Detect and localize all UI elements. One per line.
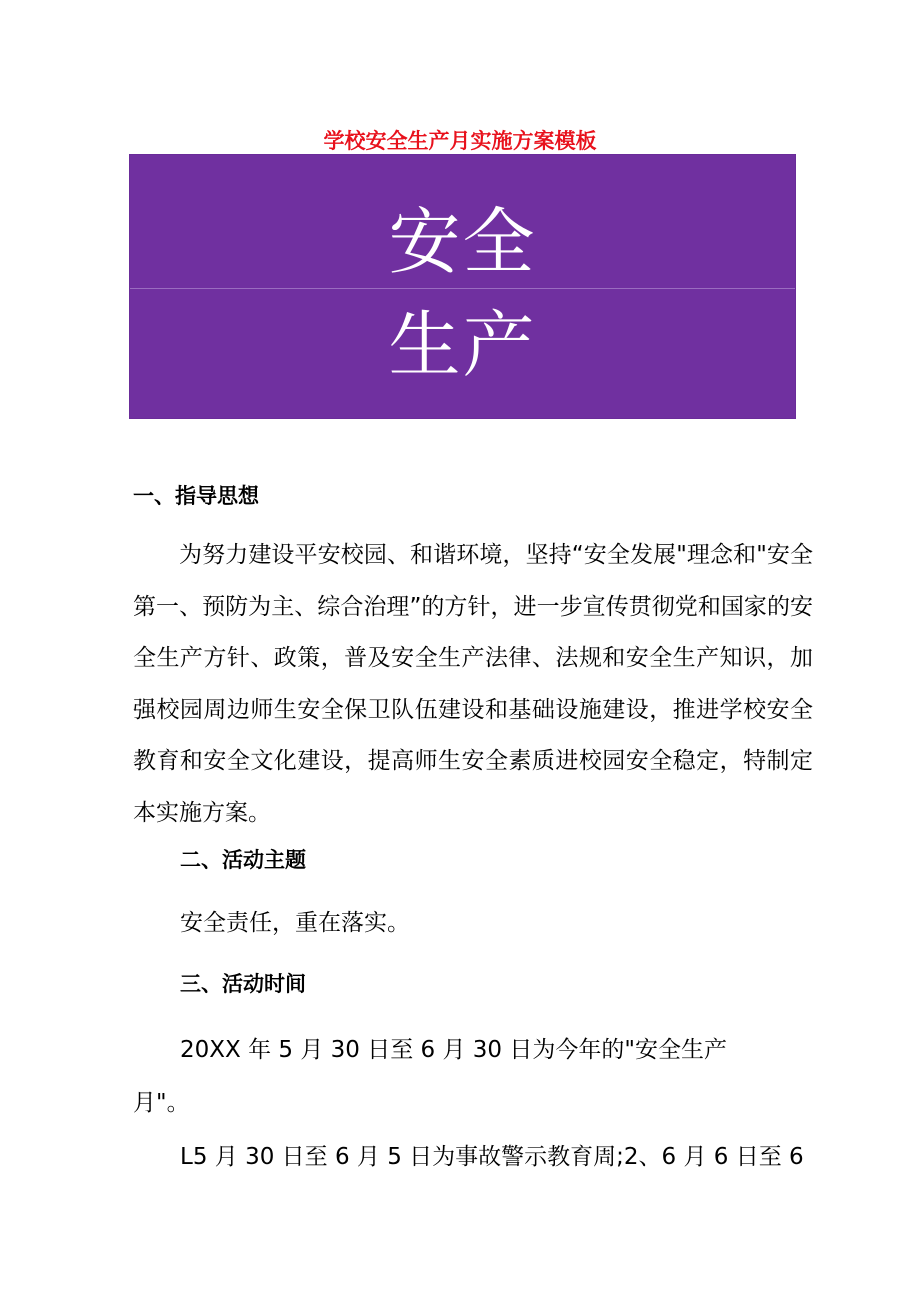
- document-title: 学校安全生产月实施方案模板: [323, 129, 597, 153]
- section-heading-activity-theme: 二、活动主题: [180, 848, 306, 872]
- banner-line-1: 安全: [388, 200, 537, 284]
- activity-time-line-3: L5 月 30 日至 6 月 5 日为事故警示教育周;2、6 月 6 日至 6: [180, 1144, 804, 1170]
- banner-divider: [130, 288, 795, 289]
- section-heading-guiding-ideology: 一、指导思想: [133, 484, 259, 508]
- title-banner: [129, 154, 796, 419]
- activity-time-line-1: 20XX 年 5 月 30 日至 6 月 30 日为今年的"安全生产: [180, 1037, 727, 1063]
- section-heading-activity-time: 三、活动时间: [180, 972, 306, 996]
- activity-time-line-2: 月"。: [133, 1090, 190, 1116]
- section-paragraph-guiding-ideology: 为努力建设平安校园、和谐环境，坚持“安全发展"理念和"安全第一、预防为主、综合治理”的方针，进一步宣传贯彻党和国家的安全生产方针、政策，普及安全生产法律、法规和安全生产知识，加强校园周边师生安全保卫队伍建设和基础设施建设，推进学校安全教育和安全文化建设，提高师生安全素质进校园安全稳定，特制定本实施方案。: [133, 542, 813, 826]
- banner-line-2: 生产: [388, 303, 537, 387]
- section-paragraph-activity-theme: 安全责任，重在落实。: [180, 910, 410, 936]
